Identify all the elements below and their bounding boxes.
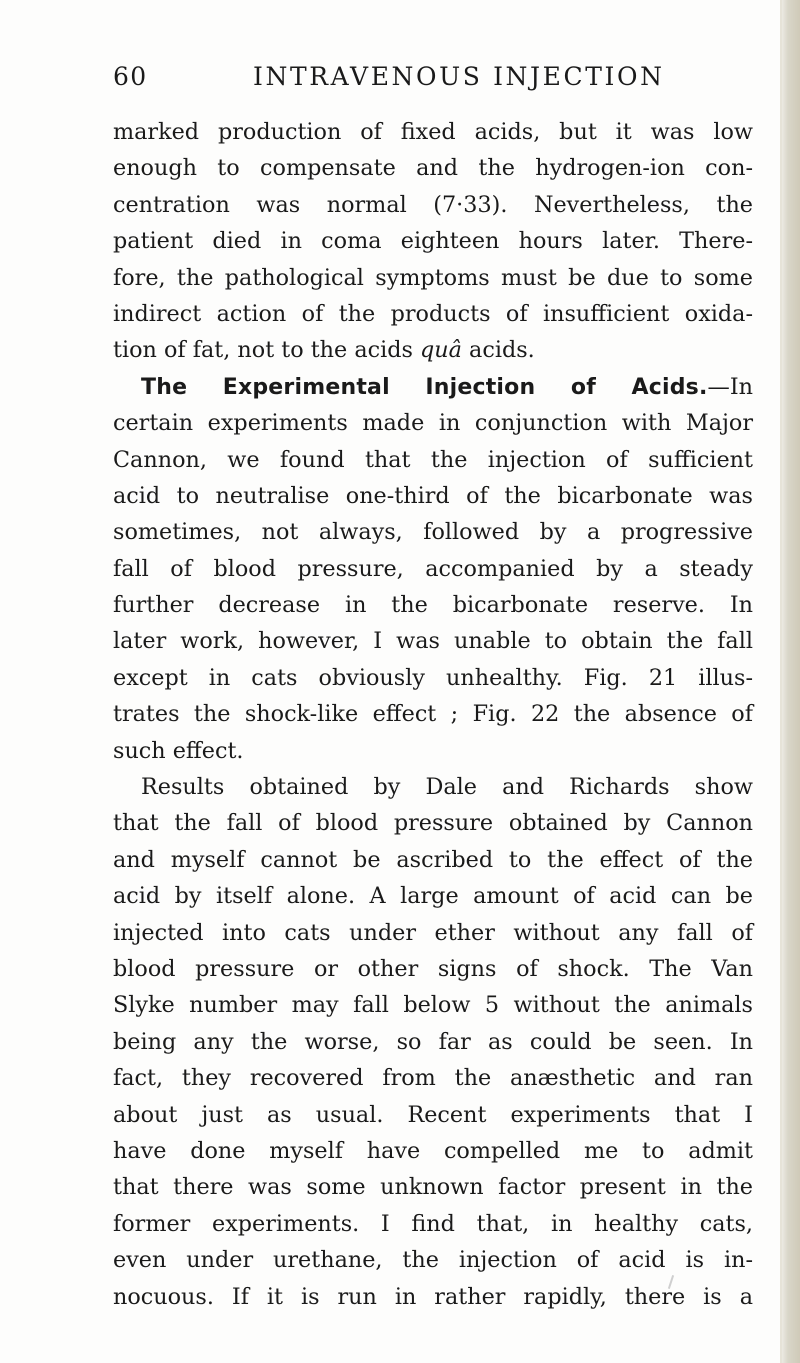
running-head — [113, 62, 800, 102]
text-line: injected into cats under ether without any fall of — [113, 919, 753, 946]
paragraph-1 — [113, 114, 753, 369]
text-line: such effect. — [113, 737, 244, 764]
text-line: acid to neutralise one-third of the bicarbonate was — [113, 482, 753, 509]
text-line: have done myself have compelled me to admit — [113, 1137, 753, 1164]
text-line — [113, 332, 753, 368]
text-line: that the fall of blood pressure obtained by Cannon — [113, 810, 753, 837]
text-line: fall of blood pressure, accompanied by a steady — [113, 555, 753, 582]
text-line: Results obtained by Dale and Richards show — [141, 774, 753, 801]
text-line: centration was normal (7·33). Nevertheless, the — [113, 191, 753, 218]
text-line: certain experiments made in conjunction with Major — [113, 410, 753, 437]
text-line: fact, they recovered from the anæsthetic and ran — [113, 1065, 753, 1092]
paragraph-3 — [113, 769, 753, 1315]
text-line: except in cats obviously unhealthy. Fig. 21 illus- — [113, 664, 753, 691]
text-line: blood pressure or other signs of shock. The Van — [113, 955, 753, 982]
text-line: even under urethane, the injection of acid is in- — [113, 1247, 753, 1274]
text-line: and myself cannot be ascribed to the effect of the — [113, 846, 753, 873]
text-line: trates the shock-like effect ; Fig. 22 the absence of — [113, 701, 753, 728]
page-edge-shadow — [780, 0, 800, 1363]
text-line: patient died in coma eighteen hours later. There- — [113, 228, 753, 255]
section-heading-line — [113, 369, 753, 405]
text-line: indirect action of the products of insufficient oxida- — [113, 300, 753, 327]
text-line: fore, the pathological symptoms must be due to some — [113, 264, 753, 291]
latin-italic-word: quâ — [420, 337, 462, 364]
running-title: INTRAVENOUS INJECTION — [253, 62, 665, 91]
text-line: being any the worse, so far as could be seen. In — [113, 1028, 753, 1055]
text-line: marked production of fixed acids, but it was low — [113, 119, 753, 145]
text-line: Slyke number may fall below 5 without the animals — [113, 992, 753, 1019]
text-line: nocuous. If it is run in rather rapidly, there is a — [113, 1283, 753, 1310]
text-line: that there was some unknown factor present in the — [113, 1174, 753, 1201]
text-line: sometimes, not always, followed by a progressive — [113, 519, 753, 546]
section-heading: The Experimental Injection of Acids. — [141, 374, 708, 400]
text-line: about just as usual. Recent experiments that I — [113, 1101, 753, 1128]
text-segment: tion of fat, not to the acids — [113, 337, 421, 364]
text-segment: acids. — [461, 337, 535, 364]
text-line: Cannon, we found that the injection of sufficient — [113, 446, 753, 473]
text-line: former experiments. I find that, in healthy cats, — [113, 1210, 753, 1237]
text-segment: —In — [707, 373, 753, 400]
text-line: later work, however, I was unable to obtain the fall — [113, 628, 753, 655]
paragraph-2 — [113, 369, 753, 769]
page-number: 60 — [113, 62, 148, 91]
text-line: acid by itself alone. A large amount of acid can be — [113, 883, 753, 910]
text-line: enough to compensate and the hydrogen-ion con- — [113, 155, 753, 182]
text-line: further decrease in the bicarbonate reserve. In — [113, 592, 753, 619]
body-text — [113, 114, 753, 1315]
